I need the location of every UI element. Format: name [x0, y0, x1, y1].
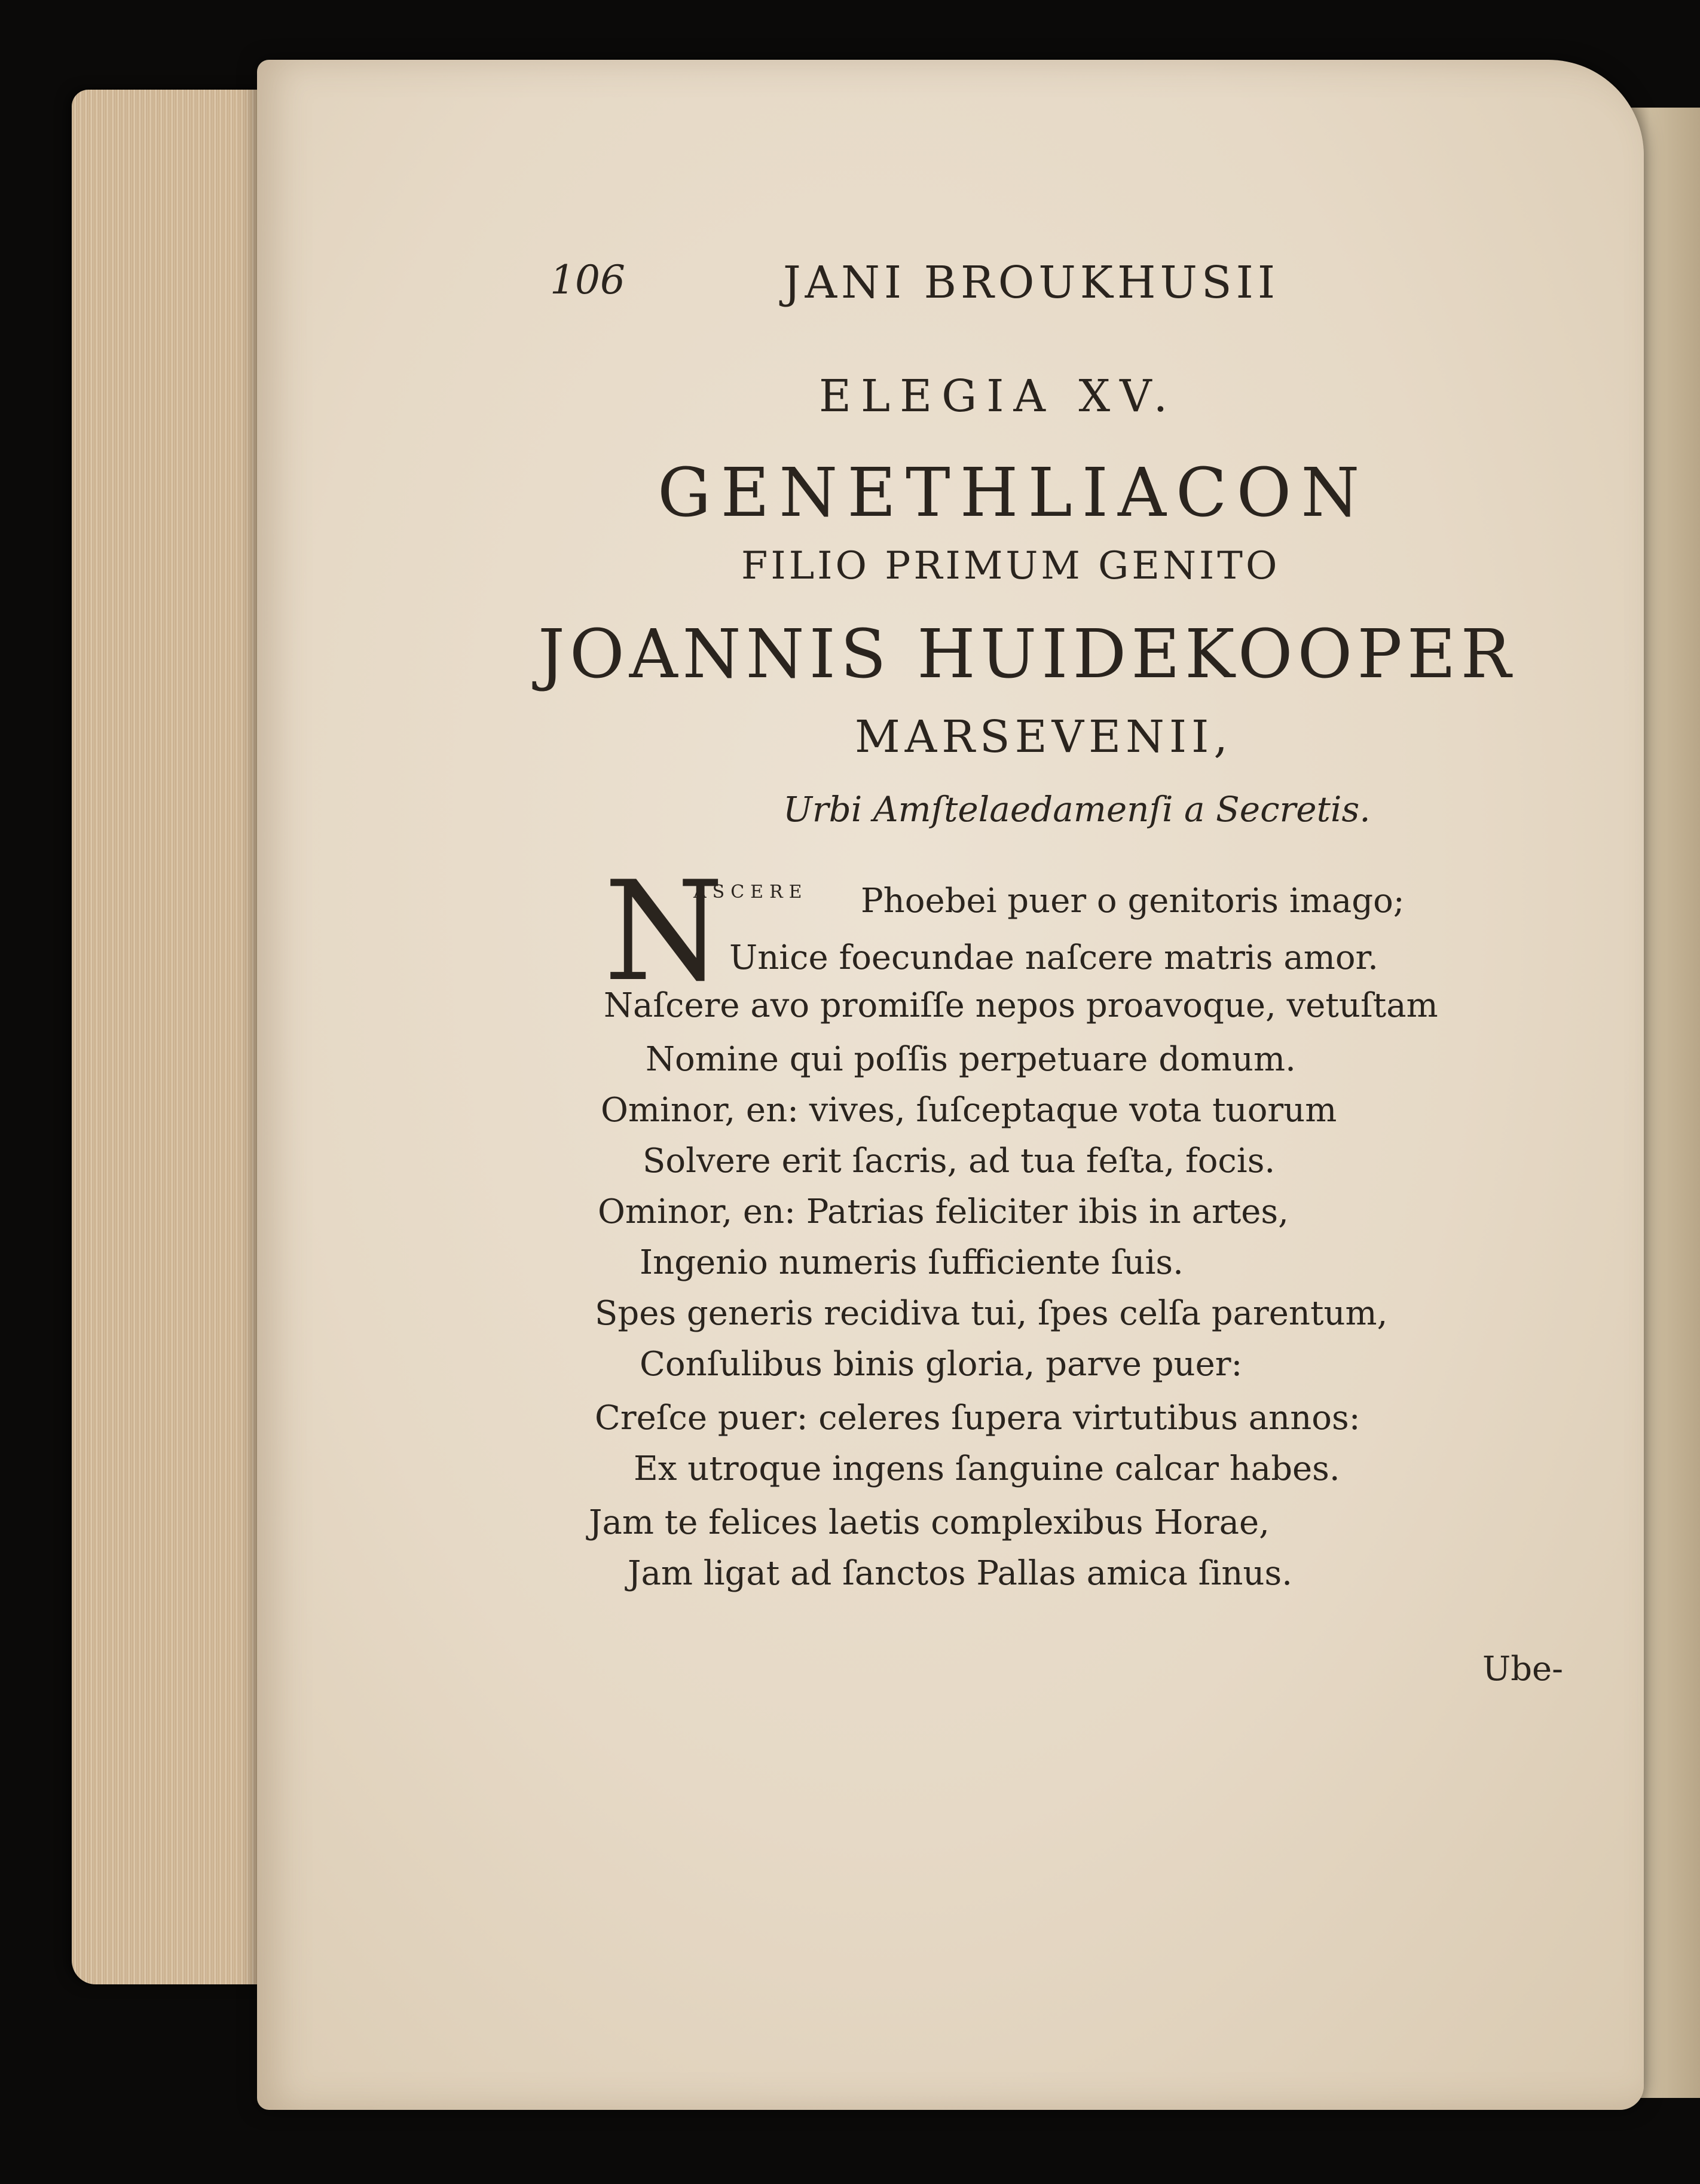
verse-line: Ex utroque ingens ſanguine calcar habes. [634, 1449, 1340, 1488]
verse-line: Naſcere avo promiſſe nepos proavoque, vetuſtam [604, 986, 1438, 1025]
drop-cap: N [604, 852, 724, 1012]
verse-line: Phoebei puer o genitoris imago; [861, 882, 1405, 920]
verse-line: Jam te felices laetis complexibus Horae, [589, 1503, 1270, 1542]
dedication-line: Urbi Amſtelaedamenſi a Secretis. [783, 789, 1371, 830]
verse-line: Creſce puer: celeres ſupera virtutibus annos: [595, 1399, 1360, 1437]
verse-line: Ominor, en: Patrias feliciter ibis in artes, [598, 1192, 1289, 1231]
verse-line: Spes generis recidiva tui, ſpes celſa parentum, [595, 1294, 1388, 1333]
verse-line: Ingenio numeris ſufficiente ſuis. [640, 1243, 1184, 1282]
dedicatee-name: JOANNIS HUIDEKOOPER [538, 616, 1516, 693]
dedicatee-name-2: MARSEVENII, [855, 711, 1233, 763]
verse-line: Unice foecundae naſcere matris amor. [729, 938, 1378, 977]
book-page [257, 60, 1644, 2110]
verse-line: Jam ligat ad ſanctos Pallas amica ſinus. [628, 1554, 1292, 1593]
page-number: 106 [550, 257, 625, 303]
verse-line: Solvere erit ſacris, ad tua feſta, focis. [643, 1142, 1276, 1180]
running-head: JANI BROUKHUSII [783, 257, 1280, 308]
verse-line: Ominor, en: vives, ſuſceptaque vota tuorum [601, 1091, 1337, 1130]
verse-line: Conſulibus binis gloria, parve puer: [640, 1345, 1243, 1384]
verse-line: Nomine qui poſſis perpetuare domum. [646, 1040, 1296, 1079]
page-edges [72, 90, 269, 1984]
poem-subtitle: FILIO PRIMUM GENITO [741, 544, 1280, 588]
elegy-number: ELEGIA XV. [819, 371, 1178, 422]
catchword: Ube- [1482, 1650, 1564, 1689]
poem-title: GENETHLIACON [658, 454, 1369, 532]
opening-word: ASCERE [693, 882, 808, 903]
